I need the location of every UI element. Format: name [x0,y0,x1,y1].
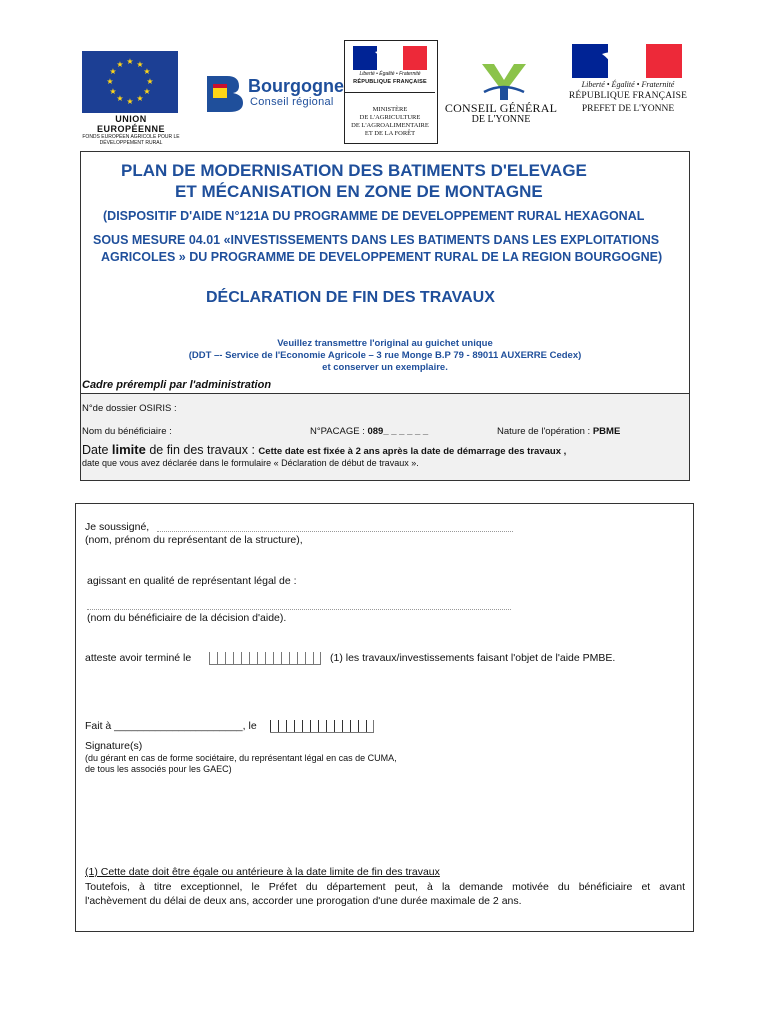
svg-text:★: ★ [143,67,151,76]
eu-caption [80,114,182,146]
eu-flag-logo [82,51,178,113]
atteste-text: (1) les travaux/investissements faisant l'objet de l'aide PMBE. [330,652,616,664]
operation-nature-field [497,426,620,437]
date-digit-box[interactable] [225,652,233,664]
date-digit-box[interactable] [366,720,374,732]
pacage-value: 089_ _ _ _ _ _ [367,426,429,437]
acting-as-label: agissant en qualité de représentant légal de : [87,575,297,587]
atteste-label: atteste avoir terminé le [85,652,192,664]
date-digit-box[interactable] [310,720,318,732]
svg-text:★: ★ [116,94,124,103]
fait-a-field[interactable]: Fait à ______________________, le [85,720,257,732]
beneficiary-input[interactable] [87,609,511,610]
date-digit-box[interactable] [305,652,313,664]
bourgogne-name: Bourgogne [248,76,344,96]
svg-text:★: ★ [143,87,151,96]
declaration-title: DÉCLARATION DE FIN DES TRAVAUX [206,289,495,306]
beneficiary-hint: (nom du bénéficiaire de la décision d'aide). [87,612,287,624]
conseil-general-department: DE L'YONNE [471,114,531,125]
send-instruction-line1: Veuillez transmettre l'original au guichet unique [277,338,493,349]
osiris-dossier-field[interactable]: N°de dossier OSIRIS : [82,403,177,414]
svg-text:★: ★ [109,67,117,76]
signatory-name-hint: (nom, prénom du représentant de la structure), [85,534,303,546]
date-limit-emphasis: limite [111,442,146,457]
ministere-name-line: DE L'AGROALIMENTAIRE [351,122,429,129]
operation-nature-value: PBME [592,426,621,437]
form-subtitle-line3: AGRICOLES » DU PROGRAMME DE DEVELOPPEMENT RURAL DE LA REGION BOURGOGNE) [101,250,663,264]
ministere-name-line: MINISTÈRE [372,106,408,113]
date-digit-box[interactable] [318,720,326,732]
signature-note-line1: (du gérant en cas de forme sociétaire, du représentant légal en cas de CUMA, [85,753,397,763]
date-digit-box[interactable] [249,652,257,664]
signatory-name-input[interactable] [157,531,513,532]
date-digit-box[interactable] [209,652,217,664]
date-limit-line [82,442,566,457]
svg-text:★: ★ [146,77,154,86]
conseil-general-name: CONSEIL GÉNÉRAL [444,101,558,115]
signature-note-line2: de tous les associés pour les GAEC) [85,764,232,774]
prefet-label: PREFET DE L'YONNE [581,104,675,114]
date-limit-word: Date [82,443,112,457]
date-digit-box[interactable] [326,720,334,732]
date-digit-box[interactable] [289,652,297,664]
date-digit-box[interactable] [358,720,366,732]
date-digit-box[interactable] [297,652,305,664]
date-digit-box[interactable] [241,652,249,664]
footnote-line2: l'achèvement du délai de deux ans, accorder une prorogation d'une durée maximale de 2 ans. [85,895,522,907]
republique-motto: Liberté • Égalité • Fraternité [581,80,675,89]
form-title-line2: ET MÉCANISATION EN ZONE DE MONTAGNE [175,182,543,201]
date-digit-box[interactable] [342,720,350,732]
date-digit-box[interactable] [273,652,281,664]
date-limit-info: date que vous avez déclarée dans le formulaire « Déclaration de début de travaux ». [82,458,419,468]
republique-francaise-flag-icon [572,44,682,78]
footnote-line1: Toutefois, à titre exceptionnel, le Préfet du département peut, à la demande motivée du bénéficiaire et avant [85,881,685,893]
ministere-motto: Liberté • Égalité • Fraternité [359,71,421,77]
signature-date-input[interactable] [270,720,374,733]
date-digit-box[interactable] [286,720,294,732]
ministere-name-line: DE L'AGRICULTURE [359,114,421,121]
date-digit-box[interactable] [334,720,342,732]
soussigne-label: Je soussigné, [85,521,150,533]
republique-name: RÉPUBLIQUE FRANÇAISE [568,91,688,101]
eu-caption-title: UNION EUROPÉENNE [96,114,165,134]
date-digit-box[interactable] [350,720,358,732]
date-digit-box[interactable] [265,652,273,664]
date-digit-box[interactable] [217,652,225,664]
send-instruction-line3: et conserver un exemplaire. [322,362,448,373]
eu-caption-fund: FONDS EUROPÉEN AGRICOLE POUR LE DÉVELOPPEMENT RURAL [82,134,180,146]
date-digit-box[interactable] [302,720,310,732]
date-digit-box[interactable] [278,720,286,732]
date-digit-box[interactable] [270,720,278,732]
beneficiary-name-field[interactable]: Nom du bénéficiaire : [82,426,172,437]
date-digit-box[interactable] [281,652,289,664]
form-subtitle-line2: SOUS MESURE 04.01 «INVESTISSEMENTS DANS LES BATIMENTS DANS LES EXPLOITATIONS [93,233,660,247]
svg-text:★: ★ [126,97,134,106]
conseil-general-y-logo [478,62,528,102]
send-instruction-address: (DDT –- Service de l'Economie Agricole – 3 rue Monge B.P 79 - 89011 AUXERRE Cedex) [188,350,582,361]
marianne-flag-icon [353,46,427,70]
ministere-name-line: ET DE LA FORÊT [364,130,416,137]
date-digit-box[interactable] [257,652,265,664]
form-subtitle-line1: (DISPOSITIF D'AIDE N°121A DU PROGRAMME DE DEVELOPPEMENT RURAL HEXAGONAL [103,209,645,223]
date-digit-box[interactable] [294,720,302,732]
ministere-divider [345,92,435,93]
footnote-title: (1) Cette date doit être égale ou antérieure à la date limite de fin des travaux [85,866,440,878]
signature-label: Signature(s) [85,740,143,752]
date-limit-label: de fin des travaux : [145,443,259,457]
bourgogne-subtitle: Conseil régional [250,96,334,108]
svg-text:★: ★ [136,94,144,103]
svg-text:★: ★ [136,60,144,69]
svg-text:★: ★ [109,87,117,96]
pacage-field[interactable] [310,426,428,437]
svg-text:★: ★ [106,77,114,86]
date-digit-box[interactable] [233,652,241,664]
date-digit-box[interactable] [313,652,321,664]
svg-text:★: ★ [126,57,134,66]
admin-divider [80,393,690,394]
ministere-republique: RÉPUBLIQUE FRANÇAISE [353,79,427,85]
form-title-line1: PLAN DE MODERNISATION DES BATIMENTS D'ELEVAGE [121,161,587,180]
pacage-label: N°PACAGE : [310,426,368,437]
date-limit-rule: Cette date est fixée à 2 ans après la date de démarrage des travaux , [258,446,567,457]
admin-section-label: Cadre prérempli par l'administration [82,379,272,391]
completion-date-input[interactable] [209,652,321,665]
ministere-name [346,106,434,138]
svg-text:★: ★ [116,60,124,69]
operation-nature-label: Nature de l'opération : [497,426,593,437]
